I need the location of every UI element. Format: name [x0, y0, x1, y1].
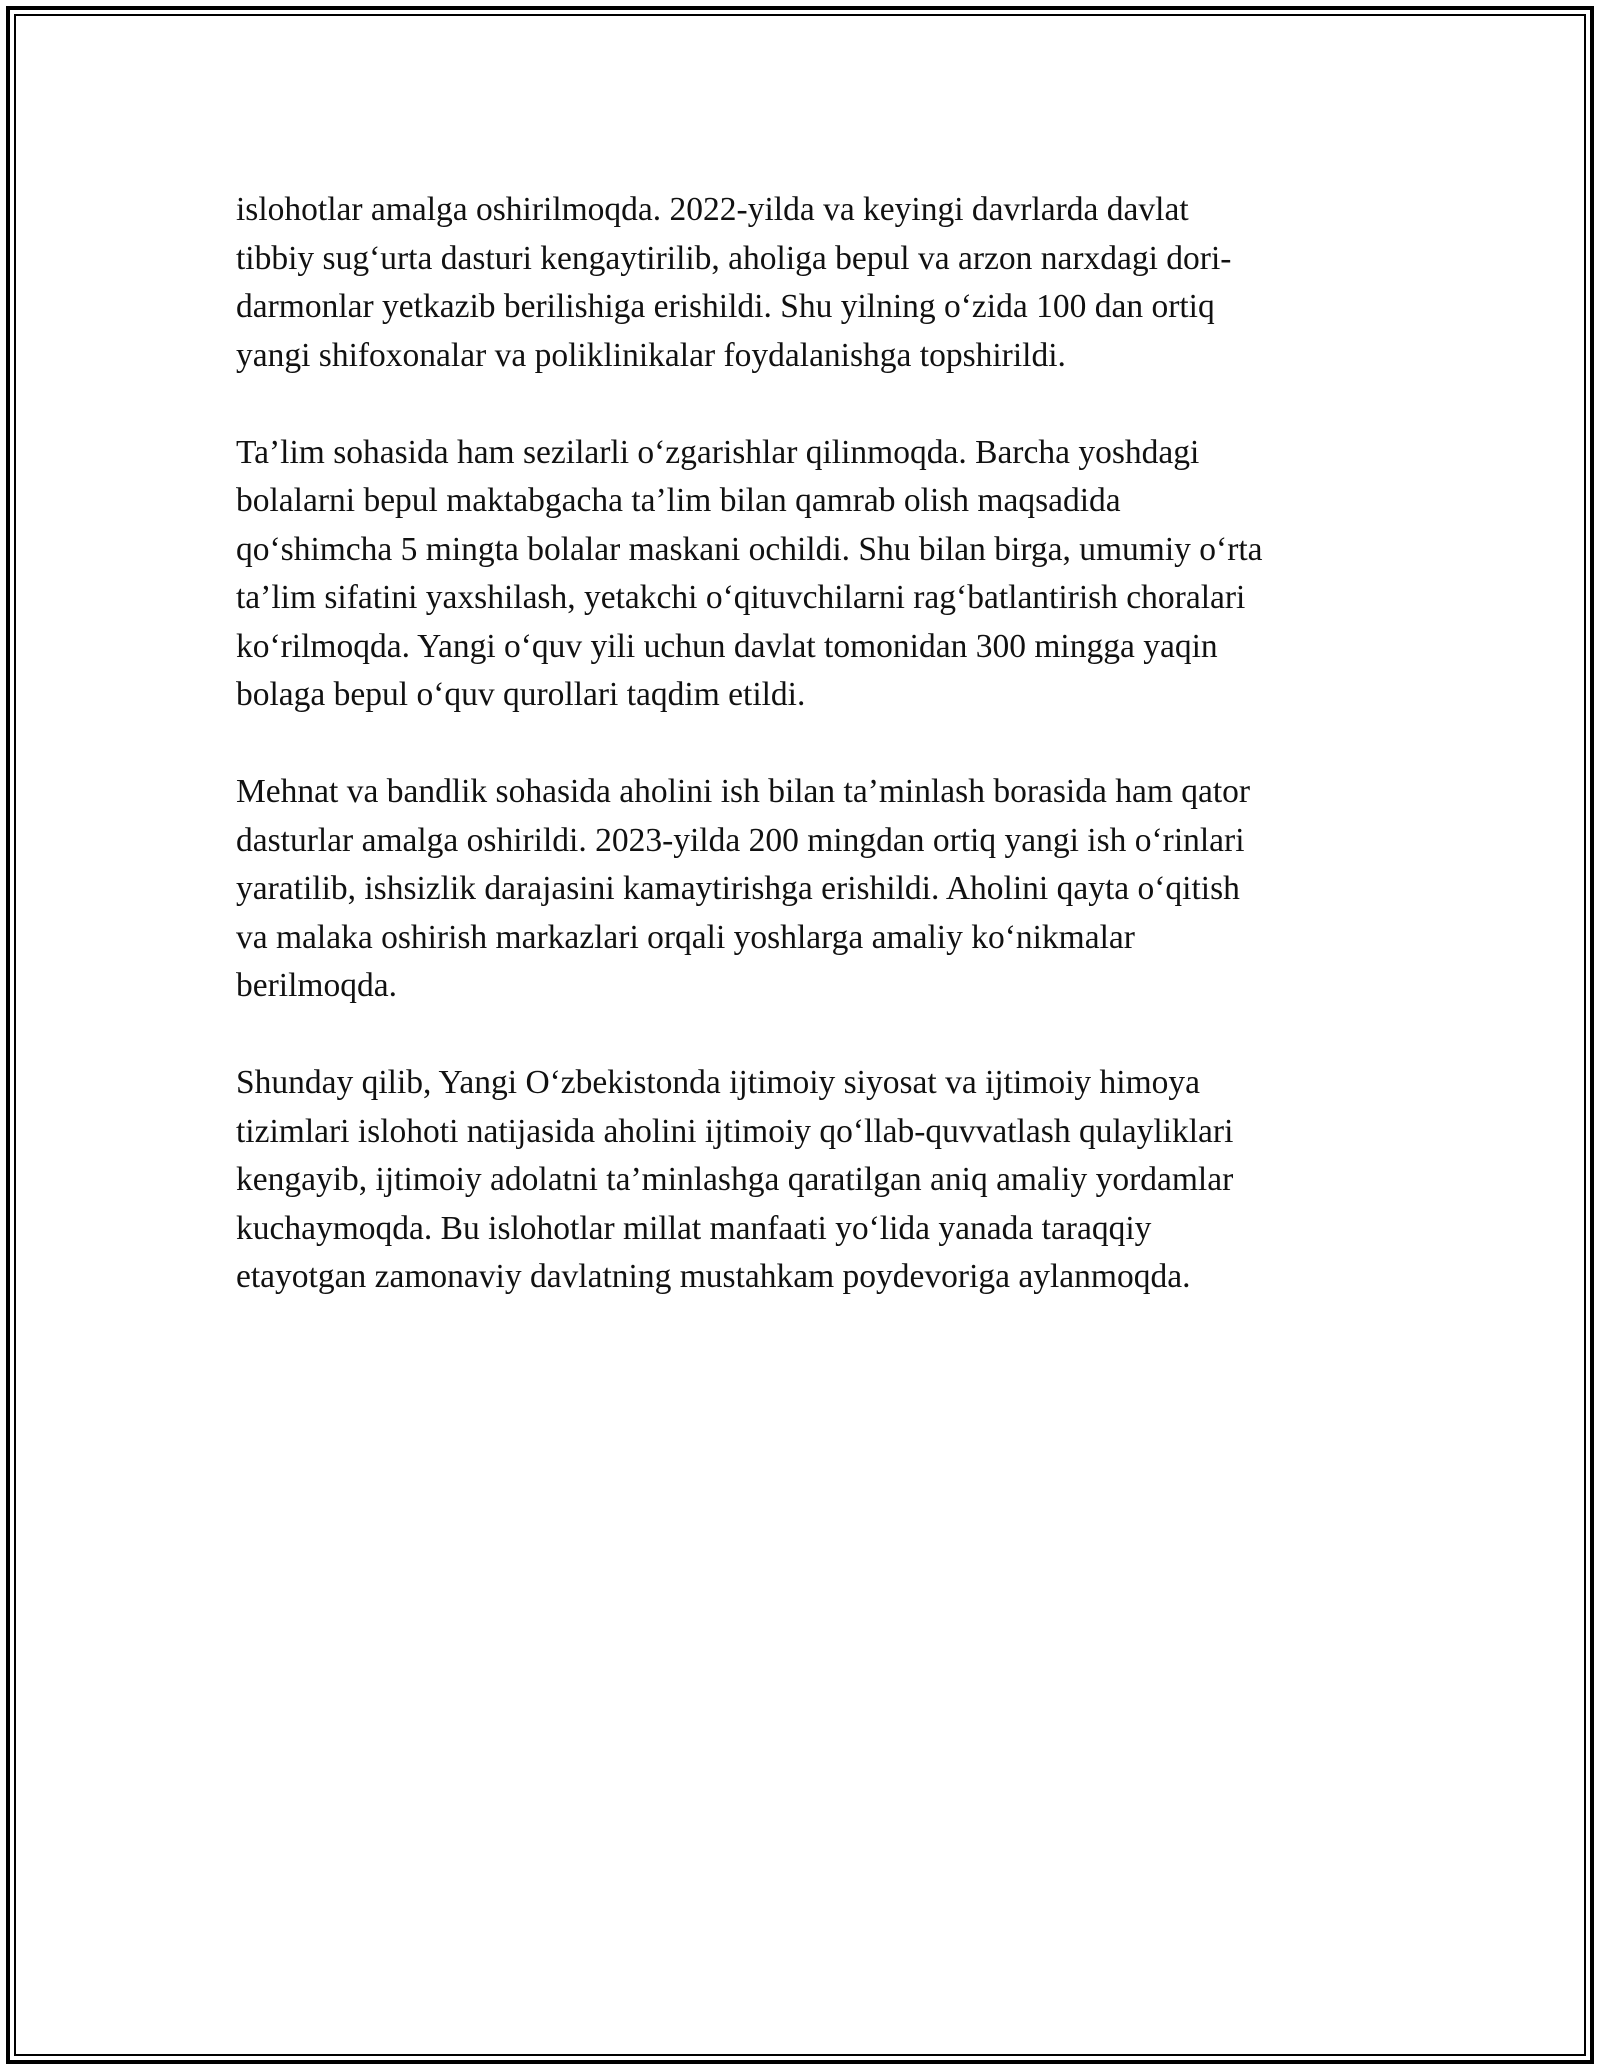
text-line: Shunday qilib, Yangi O‘zbekistonda ijtimoiy siyosat va ijtimoiy himoya: [236, 1064, 1201, 1101]
text-line: ko‘rilmoqda. Yangi o‘quv yili uchun davlat tomonidan 300 mingga yaqin: [236, 627, 1218, 665]
paragraph-conclusion: [236, 1059, 1366, 1302]
text-line: tibbiy sug‘urta dasturi kengaytirilib, aholiga bepul va arzon narxdagi dori-: [236, 239, 1232, 277]
paragraph-education: [236, 429, 1366, 720]
text-line: berilmoqda.: [236, 967, 397, 1004]
text-line: bolalarni bepul maktabgacha ta’lim bilan qamrab olish maqsadida: [236, 482, 1121, 519]
text-line: yangi shifoxonalar va poliklinikalar foydalanishga topshirildi.: [236, 336, 1066, 374]
text-line: Ta’lim sohasida ham sezilarli o‘zgarishlar qilinmoqda. Barcha yoshdagi: [236, 433, 1200, 471]
text-line: yaratilib, ishsizlik darajasini kamaytirishga erishildi. Aholini qayta o‘qitish: [236, 870, 1240, 907]
text-line: islohotlar amalga oshirilmoqda. 2022-yilda va keyingi davrlarda davlat: [236, 191, 1189, 228]
text-line: kengayib, ijtimoiy adolatni ta’minlashga qaratilgan aniq amaliy yordamlar: [236, 1161, 1234, 1198]
text-line: darmonlar yetkazib berilishiga erishildi. Shu yilning o‘zida 100 dan ortiq: [236, 288, 1215, 325]
text-line: va malaka oshirish markazlari orqali yoshlarga amaliy ko‘nikmalar: [236, 918, 1135, 956]
document-body: [236, 186, 1366, 1302]
text-line: dasturlar amalga oshirildi. 2023-yilda 200 mingdan ortiq yangi ish o‘rinlari: [236, 821, 1245, 859]
text-line: tizimlari islohoti natijasida aholini ijtimoiy qo‘llab-quvvatlash qulayliklari: [236, 1112, 1234, 1150]
text-line: etayotgan zamonaviy davlatning mustahkam poydevoriga aylanmoqda.: [236, 1258, 1191, 1295]
text-line: Mehnat va bandlik sohasida aholini ish bilan ta’minlash borasida ham qator: [236, 773, 1251, 810]
paragraph-healthcare: [236, 186, 1366, 380]
text-line: bolaga bepul o‘quv qurollari taqdim etildi.: [236, 676, 806, 713]
paragraph-employment: [236, 768, 1366, 1011]
text-line: qo‘shimcha 5 mingta bolalar maskani ochildi. Shu bilan birga, umumiy o‘rta: [236, 530, 1263, 568]
text-line: ta’lim sifatini yaxshilash, yetakchi o‘qituvchilarni rag‘batlantirish choralari: [236, 579, 1246, 616]
text-line: kuchaymoqda. Bu islohotlar millat manfaati yo‘lida yanada taraqqiy: [236, 1209, 1152, 1247]
